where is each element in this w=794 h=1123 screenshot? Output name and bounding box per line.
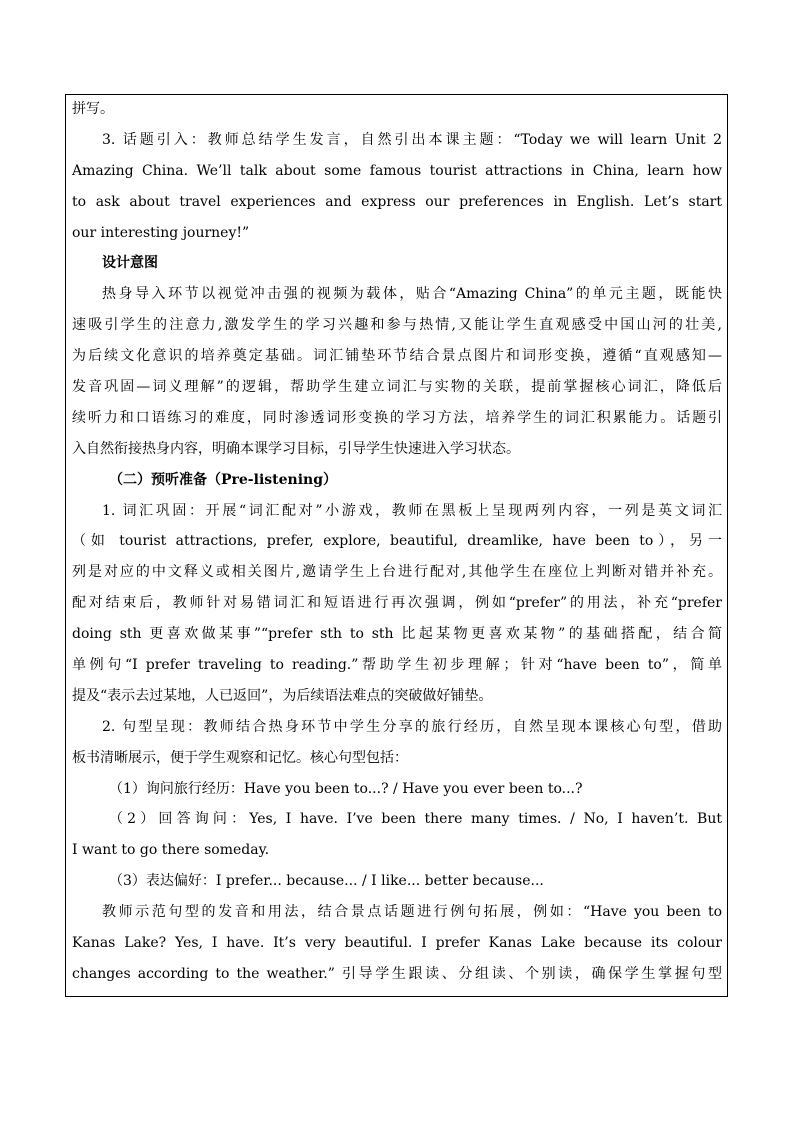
- paragraph-line: to ask about travel experiences and express our preferences in English. Let’s start: [72, 193, 722, 210]
- paragraph-line: our interesting journey!”: [72, 224, 250, 241]
- sentence-pattern-line: （2）回答询问：Yes, I have. I’ve been there many times. / No, I haven’t. But: [109, 811, 722, 828]
- paragraph-line: Amazing China. We’ll talk about some famous tourist attractions in China, learn how: [72, 162, 722, 179]
- sentence-pattern-line: （1）询问旅行经历：Have you been to...? / Have you ever been to...?: [109, 780, 583, 797]
- paragraph-line: 单例句“I prefer traveling to reading.”帮助学生初步理解；针对“have been to”，简单: [72, 657, 722, 674]
- section-heading: 设计意图: [102, 255, 158, 272]
- paragraph-line: 列是对应的中文释义或相关图片,邀请学生上台进行配对,其他学生在座位上判断对错并补充。: [72, 564, 722, 581]
- paragraph-line: 拼写。: [72, 101, 114, 117]
- paragraph-line: 续听力和口语练习的难度，同时渗透词形变换的学习方法，培养学生的词汇积累能力。话题引: [72, 409, 722, 426]
- paragraph-line: 板书清晰展示，便于学生观察和记忆。核心句型包括：: [72, 749, 408, 766]
- paragraph-line: （如 tourist attractions, prefer, explore, beautiful, dreamlike, have been to），另一: [72, 533, 722, 550]
- paragraph-line: Kanas Lake? Yes, I have. It’s very beautiful. I prefer Kanas Lake because its colour: [72, 935, 722, 952]
- sentence-pattern-line: I want to go there someday.: [72, 842, 270, 859]
- paragraph-line: changes according to the weather.” 引导学生跟读、分组读、个别读，确保学生掌握句型: [72, 965, 722, 982]
- paragraph-line: 提及“表示去过某地，人已返回”，为后续语法难点的突破做好铺垫。: [72, 687, 493, 704]
- paragraph-line: 入自然衔接热身内容，明确本课学习目标，引导学生快速进入学习状态。: [72, 440, 520, 457]
- paragraph-line: 配对结束后，教师针对易错词汇和短语进行再次强调，例如“prefer”的用法，补充“prefer: [72, 595, 722, 612]
- paragraph-line: 发音巩固—词义理解”的逻辑，帮助学生建立词汇与实物的关联，提前掌握核心词汇，降低后: [72, 379, 722, 396]
- paragraph-line: 热身导入环节以视觉冲击强的视频为载体，贴合“Amazing China”的单元主题，既能快: [102, 286, 722, 303]
- paragraph-line: 3. 话题引入：教师总结学生发言，自然引出本课主题：“Today we will learn Unit 2: [102, 131, 722, 148]
- paragraph-line: 教师示范句型的发音和用法，结合景点话题进行例句拓展，例如：“Have you been to: [102, 904, 722, 921]
- section-heading: （二）预听准备（Pre-listening）: [109, 471, 337, 488]
- lesson-plan-text: [72, 94, 722, 990]
- paragraph-line: 1. 词汇巩固：开展“词汇配对”小游戏，教师在黑板上呈现两列内容，一列是英文词汇: [102, 502, 722, 519]
- paragraph-line: 速吸引学生的注意力,激发学生的学习兴趣和参与热情,又能让学生直观感受中国山河的壮美,: [72, 317, 722, 334]
- paragraph-line: 2. 句型呈现：教师结合热身环节中学生分享的旅行经历，自然呈现本课核心句型，借助: [102, 718, 722, 735]
- sentence-pattern-line: （3）表达偏好：I prefer... because... / I like... better because...: [109, 873, 544, 890]
- paragraph-line: 为后续文化意识的培养奠定基础。词汇铺垫环节结合景点图片和词形变换，遵循“直观感知—: [72, 348, 722, 365]
- paragraph-line: doing sth 更喜欢做某事”“prefer sth to sth 比起某物更喜欢某物”的基础搭配，结合简: [72, 626, 722, 643]
